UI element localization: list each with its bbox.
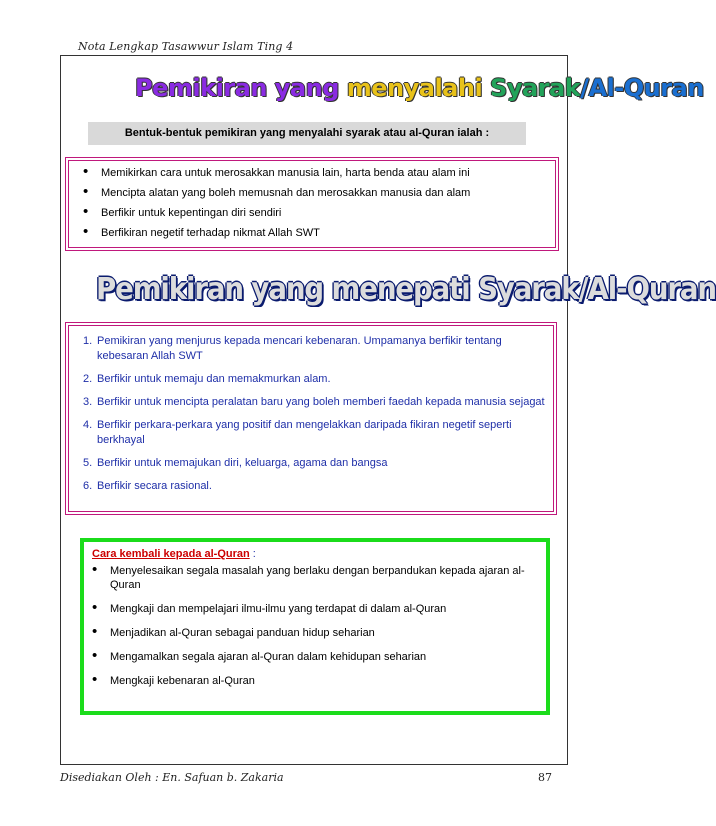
page-number: 87: [538, 771, 552, 784]
list-item: [83, 418, 548, 448]
list-item: • Menjadikan al-Quran sebagai panduan hidup seharian: [92, 626, 540, 640]
list-cara-kembali: [92, 564, 540, 698]
intro-text: Bentuk-bentuk pemikiran yang menyalahi syarak atau al-Quran ialah :: [124, 127, 490, 139]
list-item: [83, 456, 548, 471]
list-menepati: [83, 334, 548, 502]
title-part-3: Syarak: [490, 74, 581, 102]
list-menyalahi: [83, 166, 543, 246]
title-menyalahi: [135, 74, 704, 102]
item-text: Berfikir untuk memaju dan memakmurkan alam.: [97, 373, 331, 385]
cara-kembali-label: Cara kembali kepada al-Quran: [92, 548, 250, 560]
list-menepati-box: [68, 325, 554, 512]
list-item: • Memikirkan cara untuk merosakkan manusia lain, harta benda atau alam ini: [83, 166, 543, 180]
list-item: [83, 372, 548, 387]
cara-kembali-colon: :: [249, 548, 256, 560]
page-header: Nota Lengkap Tasawwur Islam Ting 4: [78, 40, 294, 53]
cara-kembali-heading: [92, 547, 256, 561]
item-number: 1.: [83, 335, 93, 347]
list-item: • Berfikir untuk kepentingan diri sendiri: [83, 206, 543, 220]
title-part-1: Pemikiran yang: [135, 74, 347, 102]
item-text: Berfikir perkara-perkara yang positif dan mengelakkan daripada fikiran negetif seperti berkhayal: [97, 419, 512, 446]
list-item: [83, 395, 548, 410]
list-item: • Mengkaji kebenaran al-Quran: [92, 674, 540, 688]
list-item: • Menyelesaikan segala masalah yang berlaku dengan berpandukan kepada ajaran al-Quran: [92, 564, 540, 592]
intro-banner: [88, 122, 526, 145]
item-number: 2.: [83, 373, 93, 385]
item-number: 3.: [83, 396, 93, 408]
item-text: Berfikir secara rasional.: [97, 480, 212, 492]
item-text: Pemikiran yang menjurus kepada mencari kebenaran. Umpamanya berfikir tentang kebesaran Allah SWT: [97, 335, 502, 362]
list-item: • Berfikiran negetif terhadap nikmat Allah SWT: [83, 226, 543, 240]
item-text: Berfikir untuk memajukan diri, keluarga, agama dan bangsa: [97, 457, 388, 469]
list-item: [83, 334, 548, 364]
list-item: [83, 479, 548, 494]
item-number: 5.: [83, 457, 93, 469]
item-number: 6.: [83, 480, 93, 492]
list-item: • Mengkaji dan mempelajari ilmu-ilmu yang terdapat di dalam al-Quran: [92, 602, 540, 616]
title-part-2: menyalahi: [346, 74, 491, 102]
list-item: • Mencipta alatan yang boleh memusnah dan merosakkan manusia dan alam: [83, 186, 543, 200]
item-number: 4.: [83, 419, 93, 431]
footer-author: Disediakan Oleh : En. Safuan b. Zakaria: [60, 771, 284, 784]
cara-kembali-box: [80, 538, 550, 715]
list-menyalahi-box: [68, 160, 556, 248]
title-part-4: /Al-Quran: [580, 74, 704, 102]
title-menepati: Pemikiran yang menepati Syarak/Al-Quran: [96, 272, 716, 307]
list-item: • Mengamalkan segala ajaran al-Quran dalam kehidupan seharian: [92, 650, 540, 664]
item-text: Berfikir untuk mencipta peralatan baru yang boleh memberi faedah kepada manusia sejagat: [97, 396, 545, 408]
